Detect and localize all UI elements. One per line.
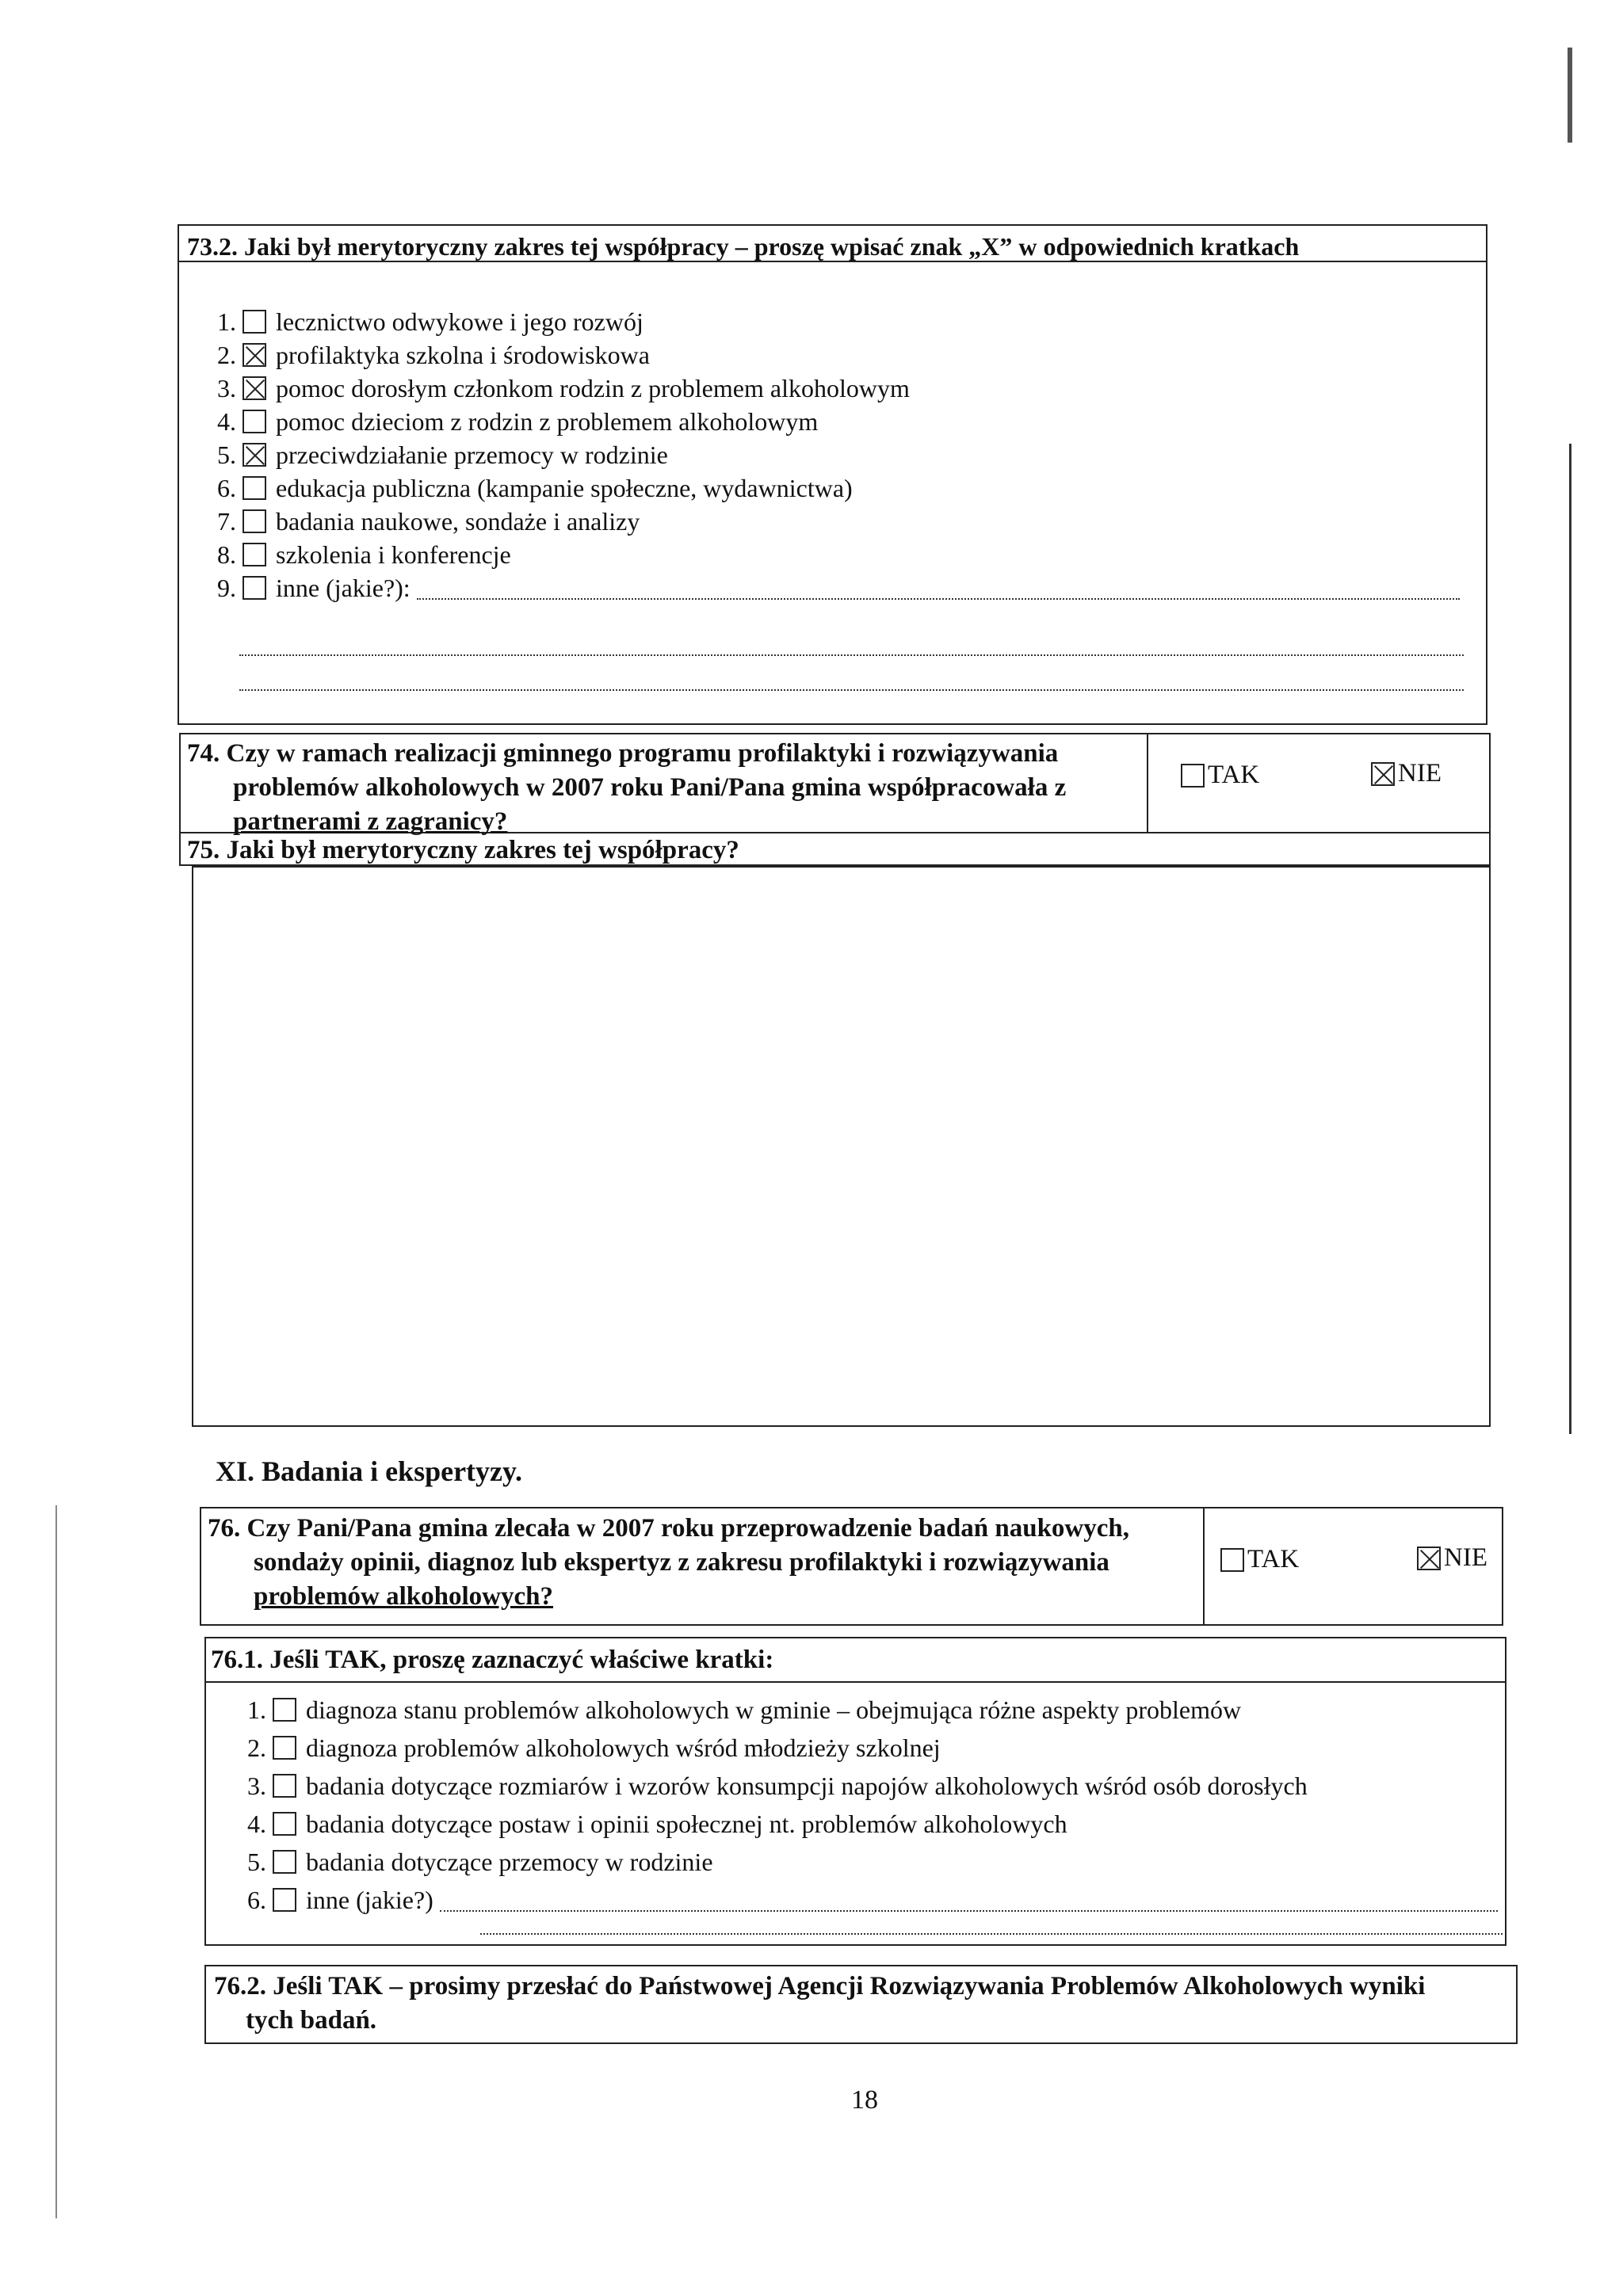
q76-1-option-number: 4.: [247, 1810, 266, 1838]
q74-yes-option[interactable]: [1181, 761, 1259, 790]
q76-yes-label: TAK: [1247, 1545, 1300, 1573]
q76-answer-divider: [1203, 1507, 1205, 1626]
q76-1-option-6[interactable]: [238, 1884, 1498, 1916]
q73-2-option-checkbox[interactable]: [242, 576, 266, 600]
q73-2-option-8[interactable]: [208, 539, 511, 570]
q73-2-option-checkbox[interactable]: [242, 310, 266, 334]
q74-no-option[interactable]: [1371, 759, 1442, 788]
q73-2-title: 73.2. Jaki był merytoryczny zakres tej współpracy – proszę wpisać znak „X” w odpowiednich kratkach: [187, 232, 1300, 261]
q76-title-line-3: problemów alkoholowych?: [254, 1582, 554, 1611]
q73-2-other-fill-line[interactable]: [417, 576, 1460, 600]
q76-1-option-checkbox[interactable]: [273, 1698, 296, 1722]
q76-title-line-1: 76. Czy Pani/Pana gmina zlecała w 2007 roku przeprowadzenie badań naukowych,: [208, 1514, 1130, 1543]
q73-2-extra-line-2: [239, 689, 1464, 691]
q76-title: [208, 1512, 1198, 1614]
q76-1-option-2[interactable]: [238, 1732, 941, 1764]
q76-1-title: 76.1. Jeśli TAK, proszę zaznaczyć właściwe kratki:: [211, 1646, 774, 1674]
q76-2-title: [214, 1970, 1514, 2038]
q73-2-option-label: pomoc dorosłym członkom rodzin z problemem alkoholowym: [276, 374, 910, 402]
q75-answer-box[interactable]: [192, 866, 1491, 1427]
q73-2-option-7[interactable]: [208, 505, 640, 537]
q73-2-option-label: szkolenia i konferencje: [276, 540, 511, 569]
q73-2-option-label: inne (jakie?):: [276, 574, 411, 602]
q76-1-option-label: badania dotyczące przemocy w rodzinie: [306, 1848, 713, 1876]
q73-2-option-label: edukacja publiczna (kampanie społeczne, wydawnictwa): [276, 474, 853, 502]
right-margin-line: [1569, 444, 1571, 1434]
q74-no-label: NIE: [1398, 759, 1442, 788]
q73-2-option-number: 7.: [217, 507, 236, 536]
q75-title: 75. Jaki był merytoryczny zakres tej współpracy?: [187, 836, 739, 864]
q76-1-option-checkbox[interactable]: [273, 1736, 296, 1760]
q74-no-checkbox[interactable]: [1371, 762, 1395, 786]
q73-2-option-9[interactable]: [208, 572, 1460, 604]
q73-2-option-label: lecznictwo odwykowe i jego rozwój: [276, 307, 643, 336]
q76-1-extra-line: [480, 1933, 1503, 1935]
section-xi-title: XI. Badania i ekspertyzy.: [216, 1455, 523, 1487]
q76-1-option-number: 5.: [247, 1848, 266, 1876]
q73-2-option-number: 2.: [217, 341, 236, 369]
q73-2-extra-line-1: [239, 654, 1464, 656]
q76-1-option-label: diagnoza stanu problemów alkoholowych w gminie – obejmująca różne aspekty problemów: [306, 1695, 1242, 1724]
q73-2-option-number: 8.: [217, 540, 236, 569]
q73-2-option-checkbox[interactable]: [242, 543, 266, 566]
q76-1-option-label: badania dotyczące postaw i opinii społecznej nt. problemów alkoholowych: [306, 1810, 1067, 1838]
q73-2-option-3[interactable]: [208, 372, 910, 404]
q73-2-option-6[interactable]: [208, 472, 853, 504]
q73-2-option-label: badania naukowe, sondaże i analizy: [276, 507, 640, 536]
q76-1-other-fill-line[interactable]: [440, 1888, 1498, 1912]
q74-title: [187, 737, 1138, 839]
q76-1-option-3[interactable]: [238, 1770, 1308, 1802]
q74-yes-checkbox[interactable]: [1181, 764, 1205, 788]
q76-1-option-label: badania dotyczące rozmiarów i wzorów konsumpcji napojów alkoholowych wśród osób dorosłych: [306, 1772, 1308, 1800]
q76-1-option-label: inne (jakie?): [306, 1886, 433, 1914]
q73-2-option-checkbox[interactable]: [242, 509, 266, 533]
q74-answer-divider: [1147, 733, 1148, 832]
q76-1-option-1[interactable]: [238, 1694, 1241, 1726]
q73-2-option-2[interactable]: [208, 339, 650, 371]
q76-2-title-line-1: 76.2. Jeśli TAK – prosimy przesłać do Państwowej Agencji Rozwiązywania Problemów Alkoholowych wyniki: [214, 1972, 1426, 2000]
q73-2-option-1[interactable]: [208, 306, 643, 338]
corner-mark: [1568, 48, 1572, 143]
q76-no-checkbox[interactable]: [1417, 1547, 1441, 1570]
q76-1-title-divider: [204, 1681, 1507, 1683]
q73-2-option-label: profilaktyka szkolna i środowiskowa: [276, 341, 650, 369]
q73-2-option-label: pomoc dzieciom z rodzin z problemem alkoholowym: [276, 407, 819, 436]
q76-1-option-label: diagnoza problemów alkoholowych wśród młodzieży szkolnej: [306, 1733, 941, 1762]
q73-2-option-number: 9.: [217, 574, 236, 602]
q73-2-option-checkbox[interactable]: [242, 410, 266, 433]
q73-2-option-5[interactable]: [208, 439, 668, 471]
q76-no-option[interactable]: [1417, 1543, 1487, 1573]
q76-1-option-checkbox[interactable]: [273, 1888, 296, 1912]
q76-1-option-checkbox[interactable]: [273, 1850, 296, 1874]
q73-2-option-checkbox[interactable]: [242, 376, 266, 400]
q74-title-line-3: partnerami z zagranicy?: [233, 807, 508, 836]
q76-1-option-checkbox[interactable]: [273, 1774, 296, 1798]
q73-2-option-checkbox[interactable]: [242, 443, 266, 467]
q73-2-option-checkbox[interactable]: [242, 343, 266, 367]
q73-2-option-4[interactable]: [208, 406, 818, 437]
q76-1-option-number: 1.: [247, 1695, 266, 1724]
q76-yes-option[interactable]: [1220, 1545, 1299, 1574]
q76-2-title-line-2: tych badań.: [246, 2006, 377, 2035]
q74-title-line-1: 74. Czy w ramach realizacji gminnego programu profilaktyki i rozwiązywania: [187, 739, 1059, 768]
q76-1-option-number: 2.: [247, 1733, 266, 1762]
q73-2-option-number: 6.: [217, 474, 236, 502]
q76-1-option-checkbox[interactable]: [273, 1812, 296, 1836]
q76-1-option-4[interactable]: [238, 1808, 1067, 1840]
q74-yes-label: TAK: [1208, 761, 1260, 789]
q73-2-option-number: 4.: [217, 407, 236, 436]
q76-no-label: NIE: [1444, 1543, 1487, 1572]
q76-yes-checkbox[interactable]: [1220, 1548, 1244, 1572]
page-number: 18: [851, 2085, 878, 2115]
q73-2-option-number: 5.: [217, 441, 236, 469]
q74-title-line-2: problemów alkoholowych w 2007 roku Pani/Pana gmina współpracowała z: [233, 773, 1067, 802]
q73-2-option-label: przeciwdziałanie przemocy w rodzinie: [276, 441, 668, 469]
q73-2-option-checkbox[interactable]: [242, 476, 266, 500]
q76-1-option-number: 6.: [247, 1886, 266, 1914]
q73-2-option-number: 1.: [217, 307, 236, 336]
left-margin-line: [55, 1505, 57, 2218]
q76-1-option-5[interactable]: [238, 1846, 713, 1878]
q76-1-option-number: 3.: [247, 1772, 266, 1800]
q76-title-line-2: sondaży opinii, diagnoz lub ekspertyz z zakresu profilaktyki i rozwiązywania: [254, 1548, 1109, 1577]
q73-2-option-number: 3.: [217, 374, 236, 402]
